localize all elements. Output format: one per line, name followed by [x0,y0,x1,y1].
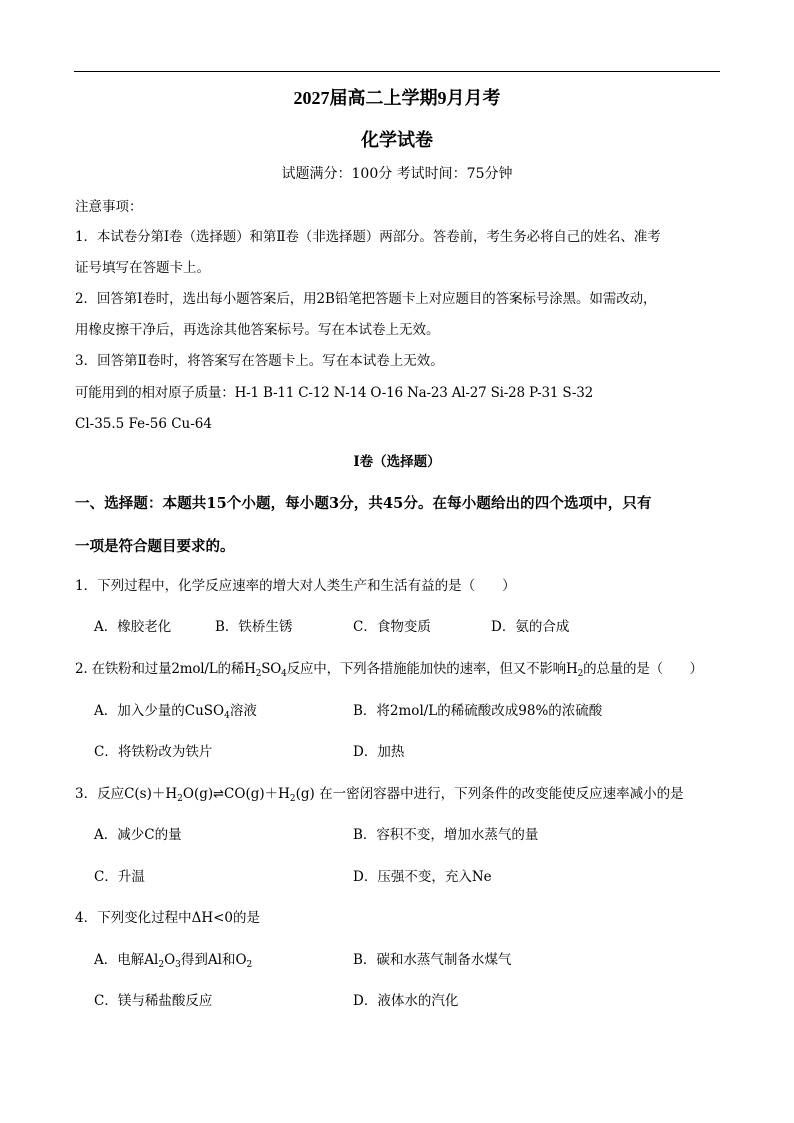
question-2-option-d: D．加热 [353,744,405,760]
question-2-option-a: A．加入少量的CuSO$_4$溶液 [94,703,257,721]
notice-item-1-line-2: 证号填写在答题卡上。 [75,260,210,276]
question-3-option-d: D．压强不变，充入Ne [353,869,492,885]
question-3-stem: 3．反应$C(s)+H_2O(g)\rightleftharpoons CO(g)+H_2(g)$ 在一密闭容器中进行，下列条件的改变能使反应速率减小的是 [75,786,684,804]
subject-title: 化学试卷 [361,130,433,150]
equilibrium-arrow-icon: ⇌ [213,787,225,802]
exam-info: 试题满分：100分 考试时间：75分钟 [281,166,513,182]
question-4-option-b: B．碳和水蒸气制备水煤气 [353,952,512,968]
question-3-option-c: C．升温 [94,869,145,885]
question-3-option-b: B．容积不变，增加水蒸气的量 [353,827,539,843]
question-4-option-c: C．镁与稀盐酸反应 [94,993,213,1009]
question-2-stem: 2. 在铁粉和过量2mol/L的稀$H_2SO_4$反应中，下列各措施能加快的速率，但又不影响$H_2$的总量的是（ ） [75,661,703,679]
question-4-option-d: D．液体水的汽化 [353,993,459,1009]
question-1-option-b: B．铁桥生锈 [215,619,293,635]
notice-item-1-line-1: 1．本试卷分第Ⅰ卷（选择题）和第Ⅱ卷（非选择题）两部分。答卷前，考生务必将自己的姓名、准考 [75,229,661,245]
exam-title: 2027届高二上学期9月月考 [293,88,501,108]
question-4-stem: 4．下列变化过程中ΔH<0的是 [75,910,261,926]
section-instruction-line-2: 一项是符合题目要求的。 [75,538,235,555]
question-1-option-a: A．橡胶老化 [94,619,172,635]
question-4-option-a: A．电解$Al_2O_3$得到Al和$O_2$ [94,952,253,970]
question-1-option-d: D．氨的合成 [491,619,570,635]
question-2-option-b: B．将2mol/L的稀硫酸改成98%的浓硫酸 [353,703,603,719]
header-rule [74,71,720,72]
question-3-option-a: A．减少C的量 [94,827,182,843]
notice-heading: 注意事项： [75,199,143,215]
atomic-masses-line-2: Cl-35.5 Fe-56 Cu-64 [75,416,212,432]
question-2-option-c: C．将铁粉改为铁片 [94,744,213,760]
notice-item-3: 3．回答第Ⅱ卷时，将答案写在答题卡上。写在本试卷上无效。 [75,353,444,369]
question-1-option-c: C．食物变质 [353,619,431,635]
atomic-masses-line-1: 可能用到的相对原子质量：H-1 B-11 C-12 N-14 O-16 Na-23 Al-27 Si-28 P-31 S-32 [75,385,594,401]
section-title: Ⅰ卷（选择题） [353,454,441,470]
section-instruction-line-1: 一、选择题：本题共15个小题，每小题3分，共45分。在每小题给出的四个选项中，只有 [75,495,652,512]
notice-item-2-line-1: 2．回答第Ⅰ卷时，选出每小题答案后，用2B铅笔把答题卡上对应题目的答案标号涂黑。如需改动， [75,291,657,307]
question-1-stem: 1．下列过程中，化学反应速率的增大对人类生产和生活有益的是（ ） [75,578,516,594]
notice-item-2-line-2: 用橡皮擦干净后，再选涂其他答案标号。写在本试卷上无效。 [75,322,440,338]
